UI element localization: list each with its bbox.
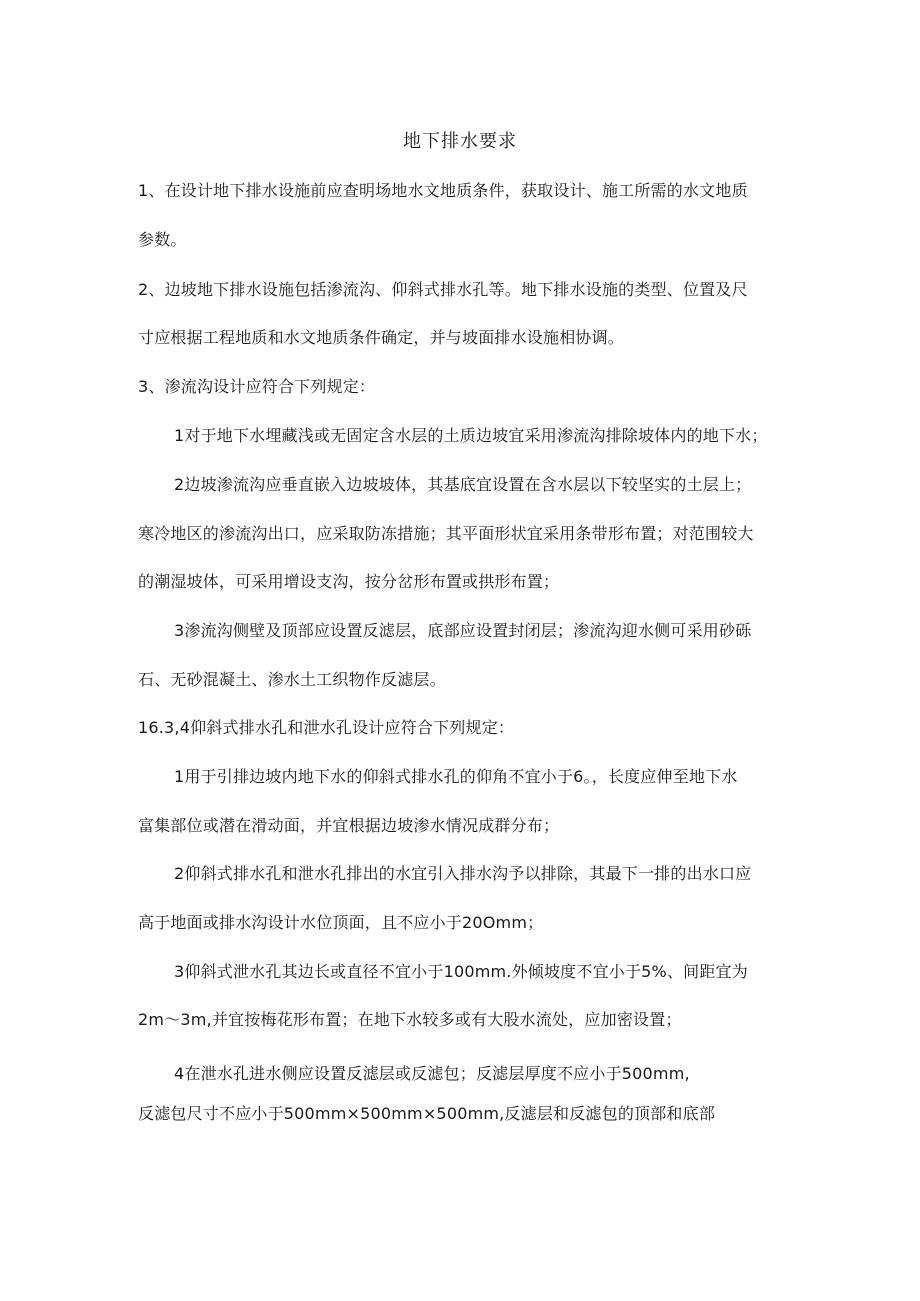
text-line: 2边坡渗流沟应垂直嵌入边坡坡体，其基底宜设置在含水层以下较坚实的土层上； <box>174 475 752 494</box>
text-line: 高于地面或排水沟设计水位顶面，且不应小于20Omm； <box>138 913 544 932</box>
text-line: 1用于引排边坡内地下水的仰斜式排水孔的仰角不宜小于6。，长度应伸至地下水 <box>174 767 738 786</box>
text-line: 寒冷地区的渗流沟出口，应采取防冻措施；其平面形状宜采用条带形布置；对范围较大 <box>138 524 754 543</box>
text-line: 16.3,4仰斜式排水孔和泄水孔设计应符合下列规定： <box>138 718 515 737</box>
text-line: 富集部位或潜在滑动面，并宜根据边坡渗水情况成群分布； <box>138 816 560 835</box>
text-line: 参数。 <box>138 230 187 249</box>
text-line: 4在泄水孔进水侧应设置反滤层或反滤包；反滤层厚度不应小于500mm, <box>174 1064 690 1083</box>
text-line: 1对于地下水埋藏浅或无固定含水层的土质边坡宜采用渗流沟排除坡体内的地下水； <box>174 426 768 445</box>
text-line: 3、渗流沟设计应符合下列规定： <box>138 377 376 396</box>
text-line: 寸应根据工程地质和水文地质条件确定，并与坡面排水设施相协调。 <box>138 328 625 347</box>
document-title: 地下排水要求 <box>403 131 517 152</box>
text-line: 2仰斜式排水孔和泄水孔排出的水宜引入排水沟予以排除，其最下一排的出水口应 <box>174 864 752 883</box>
text-line: 的潮湿坡体，可采用增设支沟，按分岔形布置或拱形布置； <box>138 572 560 591</box>
text-line: 1、在设计地下排水设施前应查明场地水文地质条件，获取设计、施工所需的水文地质 <box>138 181 748 200</box>
text-line: 反滤包尺寸不应小于500mm×500mm×500mm,反滤层和反滤包的顶部和底部 <box>138 1104 716 1123</box>
text-line: 3仰斜式泄水孔其边长或直径不宜小于100mm.外倾坡度不宜小于5%、间距宜为 <box>174 962 748 981</box>
text-line: 2、边坡地下排水设施包括渗流沟、仰斜式排水孔等。地下排水设施的类型、位置及尺 <box>138 280 748 299</box>
text-line: 石、无砂混凝土、渗水土工织物作反滤层。 <box>138 670 446 689</box>
text-line: 3渗流沟侧壁及顶部应设置反滤层，底部应设置封闭层；渗流沟迎水侧可采用砂砾 <box>174 621 752 640</box>
text-line: 2m～3m,并宜按梅花形布置；在地下水较多或有大股水流处，应加密设置； <box>138 1010 682 1029</box>
